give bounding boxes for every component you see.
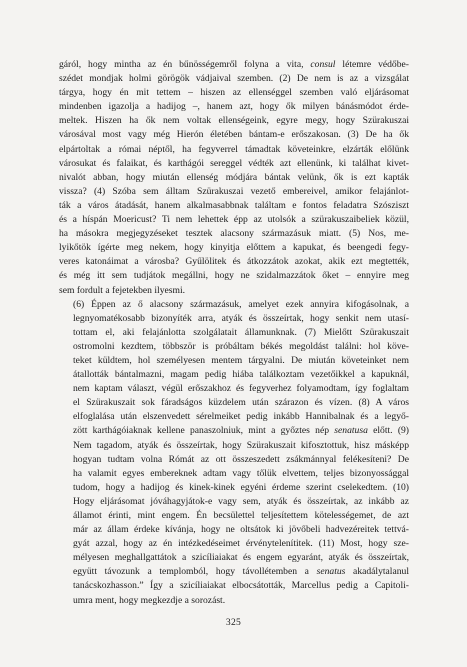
text-line: teket küldtem, hol személyesen mentem tárgyalni. De miután követeinket nem [73,354,409,366]
text-line: meltek. Hiszen ha ők nem voltak ellenségeink, egyre megy, hogy Szürakuszai [59,115,409,127]
text-line: már az állam érdeke kívánja, hogy ne oltsátok ki jövőbeli hadvezéreitek tettvá- [73,524,409,536]
text-line: legnyomatékosabb bizonyíték arra, atyák és összeírtak, hogy senkit nem utasí- [73,312,409,324]
text-line: (6) Éppen az ő alacsony származásuk, amelyet ezek annyira kifogásolnak, a [73,298,409,310]
text-line: ták a város átadását, hanem alkalmasabbnak találtam e fontos feladatra Szósziszt [59,199,409,211]
text-line: elpártoltak a római néptől, ha fegyverrel támadtak követeinkre, elzárták előlünk [59,143,409,155]
text-line: ha másokra megjegyzéseket tesztek alacsony származásuk miatt. (5) Nos, me- [59,228,409,240]
body-text [59,58,409,608]
text-line: vissza? (4) Szóba sem álltam Szürakuszai vezető embereivel, amikor felajánlot- [59,185,409,197]
text-line: államot érinti, mint engem. Én becsülettel teljesítettem kötelességemet, de azt [73,510,409,521]
text-line: tanácskozhasson.” Így a szicíliaiakat elbocsátották, Marcellus pedig a Capitoli- [73,580,409,592]
text-line: szédet mondjak holmi görögök vádjaival szemben. (2) De nem is az a vizsgálat [59,73,409,85]
text-line: zött karthágóiaknak kellene panaszolniuk, mint a győztes nép senatusa előtt. (9) [73,425,410,437]
text-line: városukat és falaikat, és karthágói sereggel védték azt ellenünk, ki találhat kivet- [59,157,409,169]
text-line: és a híspán Moericust? Ti nem lehettek épp az utolsók a szürakuszaibeliek közül, [59,214,409,226]
text-line: városával most vagy még Hierón életében bántam-e erőszakosan. (3) De ha ők [59,129,409,141]
text-line: umra ment, hogy megkezdje a sorozást. [73,594,226,606]
text-line: tárgya, hogy én mit tettem – hiszen az ellenséggel szemben való eljárásomat [59,87,409,99]
text-line: tottam el, aki felajánlotta szolgálatait államunknak. (7) Mielőtt Szürakuszait [73,326,409,338]
text-line: lyikőtök ígérte meg nekem, hogy kinyitja előttem a kapukat, és beengedi fegy- [59,242,409,254]
text-line: ha valamit egyes embereknek adtam vagy tőlük elvettem, teljes bizonyossággal [73,467,409,479]
text-line: tudom, hogy a hadijog és kinek-kinek egyéni érdeme szerint cselekedtem. (10) [73,481,409,493]
text-line: ostromolni kezdtem, többször is próbáltam békés megoldást találni: hol köve- [73,340,409,352]
text-line: átallották bántalmazni, magam pedig hiába találkoztam vezetőikkel a kapuknál, [73,369,409,381]
text-line: és még itt sem tudjátok megállni, hogy ne szidalmazzátok őket – ennyire meg [59,270,409,282]
text-line: nivalót abban, hogy miután ellenség módjára bántak velünk, ők is ezt kapták [59,171,409,183]
text-line: sem fordult a fejetekben ilyesmi. [59,284,186,296]
text-line: el Szürakuszait sok fáradságos küzdelem után szárazon és vízen. (8) A város [73,397,409,409]
text-line: Nem tagadom, atyák és összeírtak, hogy Szürakuszait kifosztottuk, hisz másképp [73,439,409,451]
text-line: mélyesen meghallgattátok a szicíliaiakat és engem egyaránt, atyák és összeírtak, [73,552,409,564]
paragraph [59,298,409,608]
text-line: nem kaptam választ, végül erőszakhoz és fegyverhez folyamodtam, így foglaltam [73,383,409,395]
paragraph [59,58,409,298]
text-line: Hogy eljárásomat jóváhagyjátok-e vagy sem, atyák és összeírtak, az inkább az [73,495,409,507]
text-line: hogyan tudtam volna Rómát az ott összeszedett zsákmánnyal felékesíteni? De [73,453,409,465]
text-line: elfoglalása után elszenvedett sérelmeiket pedig inkább Hannibalnak és a legyő- [73,411,409,423]
text-line: együtt távozunk a templomból, hogy távollétemben a senatus akadálytalanul [73,566,409,578]
text-line: veres katonáimat a városba? Gyűlölitek és átkozzátok azokat, akik ezt megtették, [59,256,409,268]
page-number: 325 [225,617,242,628]
text-line: mindenben igazolja a hadijog –, hanem azt, hogy ők milyen bánásmódot érde- [59,101,409,113]
text-line: gyát azzal, hogy az én intézkedéseimet érvénytelenítitek. (11) Most, hogy sze- [73,538,409,550]
text-line: gáról, hogy mintha az én bűnösségemről folyna a vita, consul létemre védőbe- [59,59,409,70]
